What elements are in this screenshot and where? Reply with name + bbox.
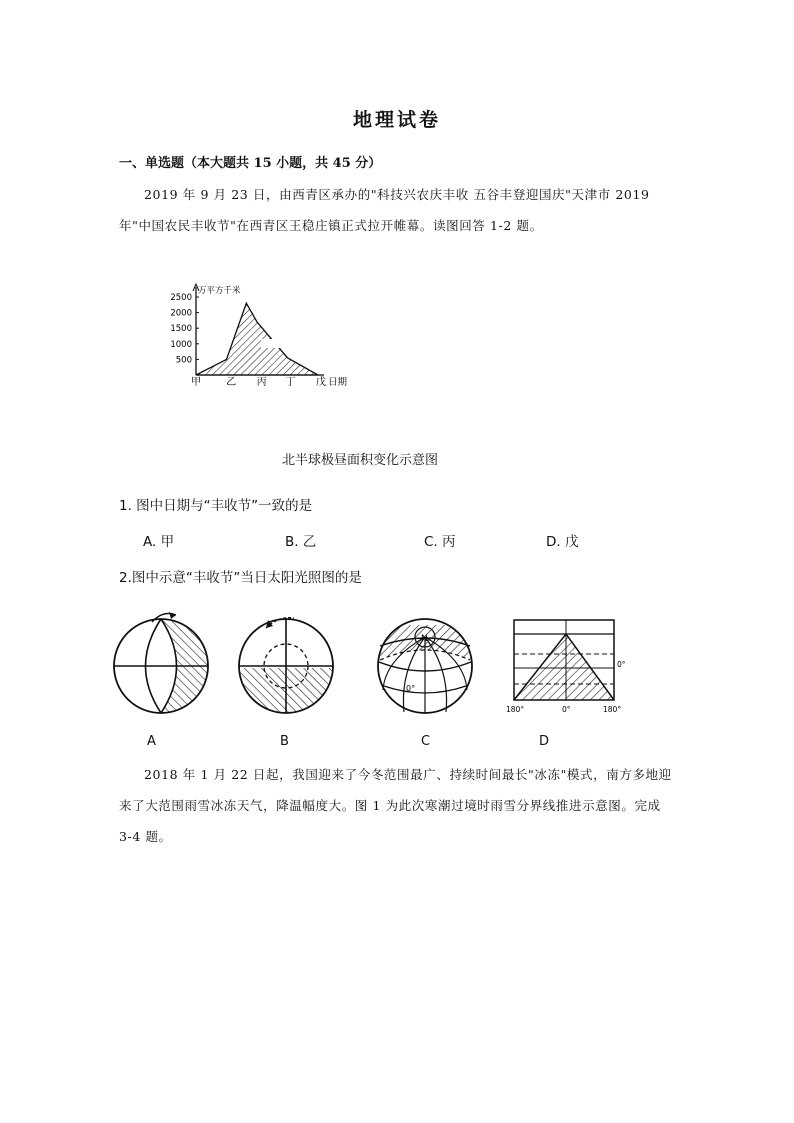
question-1-stem: 1. 图中日期与“丰收节”一致的是 (119, 498, 313, 514)
chart-x-tick-label: 丁 (285, 377, 296, 388)
q1-option-d[interactable]: D. 戊 (546, 534, 579, 550)
fig-c-degree-label: 0° (406, 684, 416, 693)
fig-d-axis-mid: 0° (562, 705, 571, 714)
chart-y-tick-label: 2000 (170, 308, 192, 319)
chart-x-tick-label: 甲 (191, 377, 201, 388)
chart-x-tick-label: 乙 (226, 377, 237, 388)
chart-y-tick-label: 1500 (170, 324, 192, 335)
q1-option-b[interactable]: B. 乙 (285, 534, 317, 550)
figure-c[interactable] (378, 619, 472, 713)
page-title: 地理试卷 (352, 109, 441, 131)
figure-b[interactable] (238, 618, 334, 718)
intro-paragraph: 2019 年 9 月 23 日，由西青区承办的"科技兴农庆丰收 五谷丰登迎国庆"天津市 2019 年"中国农民丰收节"在西青区王稳庄镇正式拉开帷幕。读图回答 1-2 题。 (119, 187, 650, 233)
figure-a[interactable] (114, 612, 215, 713)
section-heading: 一、单选题（本大题共 15 小题，共 45 分） (119, 156, 382, 171)
figure-a-label: A (147, 734, 156, 749)
q1-option-a[interactable]: A. 甲 (143, 534, 175, 550)
question-2-stem: 2.图中示意“丰收节”当日太阳光照图的是 (119, 570, 362, 586)
chart-y-tick-label: 2500 (170, 293, 192, 303)
fig-d-equator-label: 0° (617, 660, 626, 669)
figure-d-label: D (539, 734, 550, 749)
chart-caption: 北半球极昼面积变化示意图 (281, 453, 438, 468)
chart-x-tick-label: 丙 (256, 377, 267, 388)
chart-x-label: 日期 (328, 377, 348, 388)
figure-d[interactable] (506, 620, 626, 714)
q1-option-c[interactable]: C. 丙 (424, 534, 456, 550)
figure-b-label: B (280, 734, 289, 749)
chart-y-tick-label: 500 (175, 355, 192, 366)
fig-d-axis-left: 180° (506, 705, 525, 714)
chart-y-label: 万平方千米 (198, 286, 241, 296)
fig-c-n-label: N (421, 634, 428, 644)
closing-paragraph: 2018 年 1 月 22 日起，我国迎来了今冬范围最广、持续时间最长"冰冻"模式，南方多地迎来了大范围雨雪冰冻天气，降温幅度大。图 1 为此次寒潮过境时雨雪分界线推进示意图。完成 3-4 题。 (119, 767, 672, 844)
chart-y-tick-label: 1000 (170, 339, 192, 350)
figure-c-label: C (421, 734, 431, 749)
fig-d-axis-right: 180° (603, 705, 622, 714)
chart-x-tick-label: 戊 (316, 377, 327, 388)
